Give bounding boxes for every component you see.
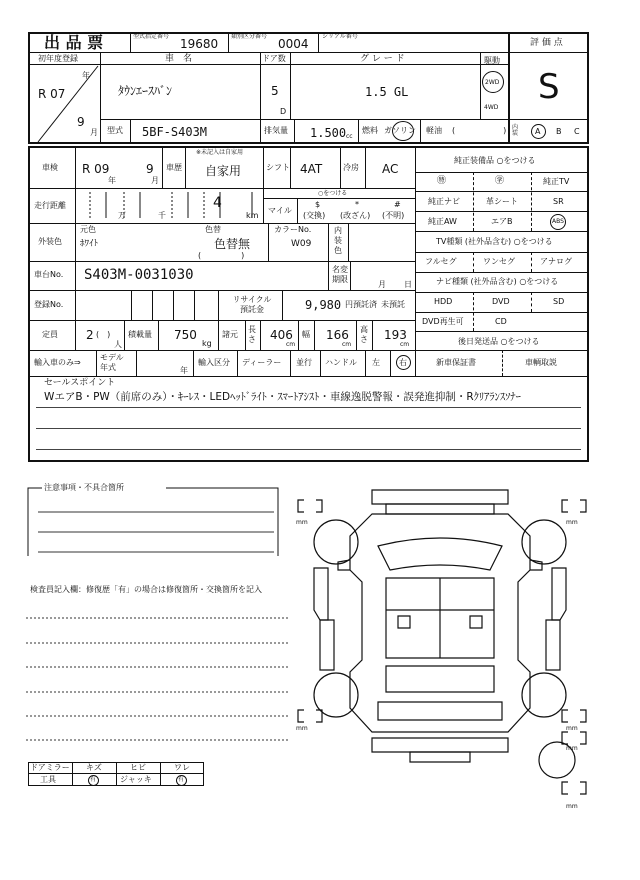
delivery-warranty: 新車保証書 xyxy=(436,358,476,367)
mileage-digit-boxes xyxy=(76,188,266,223)
divider xyxy=(28,223,415,224)
divider xyxy=(160,762,161,786)
capacity-persons-unit: 人 xyxy=(114,340,122,349)
grade-value: 1.5 GL xyxy=(365,85,409,99)
sales-point-label: セールスポイント xyxy=(44,378,116,388)
import-category-label: 輸入区分 xyxy=(198,358,230,367)
equip-cd: CD xyxy=(495,317,507,326)
divider xyxy=(365,146,366,188)
type-cert-value: 19680 xyxy=(180,37,219,51)
drive-label: 駆動 xyxy=(484,56,500,65)
import-parallel: 並行 xyxy=(296,358,312,367)
wid-value: 166 xyxy=(326,328,349,342)
divider xyxy=(237,350,238,376)
divider xyxy=(415,211,589,212)
tv-one: ワンセグ xyxy=(483,257,515,266)
divider xyxy=(365,350,366,376)
first-reg-label: 初年度登録 xyxy=(38,54,78,63)
serial-label: シリアル番号 xyxy=(322,33,358,40)
drive-2wd: 2WD xyxy=(485,79,500,86)
mm-label-rl: mm xyxy=(296,725,308,732)
form-title: 出 品 票 xyxy=(44,33,104,52)
type-label: 型式 xyxy=(107,126,123,135)
divider xyxy=(415,331,589,332)
usage-value: 自家用 xyxy=(205,164,242,178)
divider xyxy=(290,146,291,188)
ruled-line xyxy=(36,449,581,450)
divider xyxy=(480,52,481,119)
divider xyxy=(328,261,329,290)
len-value: 406 xyxy=(270,328,293,342)
first-reg-month-unit: 月 xyxy=(90,128,98,137)
divider xyxy=(28,52,589,53)
name-change-month: 月 xyxy=(378,280,386,289)
fuel-gas: ガソリン xyxy=(384,126,416,135)
divider xyxy=(28,376,589,377)
divider xyxy=(356,320,357,350)
mileage-sen: 千 xyxy=(158,211,166,220)
nav-hdd: HDD xyxy=(434,297,453,306)
divider xyxy=(348,223,349,261)
divider xyxy=(531,292,532,312)
mileage-opt2: (改ざん) xyxy=(340,211,371,220)
handle-left: 左 xyxy=(372,358,380,367)
equip-row2-b: 革シート xyxy=(486,197,518,206)
car-name-value: ﾀｳﾝｴｰｽﾊﾞﾝ xyxy=(118,84,173,98)
equip-row2-a: 純正ナビ xyxy=(428,197,460,206)
mileage-label: 走行距離 xyxy=(34,201,66,210)
usage-note: ※未記入は自家用 xyxy=(196,149,244,156)
divider xyxy=(152,290,153,320)
tv-analog: アナログ xyxy=(540,257,572,266)
divider xyxy=(415,191,589,192)
name-change-label: 名変期限 xyxy=(332,265,348,284)
type-cert-label: 型式指定番号 xyxy=(133,33,170,40)
first-reg-year: R 07 xyxy=(38,87,66,101)
interior-grade-a: A xyxy=(535,127,541,136)
category-value: 0004 xyxy=(278,37,309,51)
mm-label-fl: mm xyxy=(296,519,308,526)
mm-label-fr: mm xyxy=(566,519,578,526)
type-value: 5BF-S403M xyxy=(142,125,208,139)
notes-label: 注意事項・不具合箇所 xyxy=(44,483,124,492)
first-reg-year-unit: 年 xyxy=(82,71,90,80)
equip-row3-b: エアB xyxy=(491,217,513,226)
acc-jack: ジャッキ xyxy=(120,775,152,784)
color-interior-label: 内装色 xyxy=(334,226,342,255)
divider xyxy=(245,320,246,350)
nav-header: ナビ種類 (社外品含む) ○をつける xyxy=(436,277,559,286)
divider xyxy=(28,350,589,351)
acc-tools: 工具 xyxy=(40,775,56,784)
recycle-value: 9,980 xyxy=(305,298,342,312)
fuel-bracket: ( ) xyxy=(452,126,507,135)
mileage-opt2-sym: * xyxy=(355,200,359,209)
acc-header-mirror: ドアミラー xyxy=(30,763,70,772)
import-dealer: ディーラー xyxy=(242,358,282,367)
divider xyxy=(473,252,474,272)
divider xyxy=(136,350,137,376)
divider xyxy=(260,320,261,350)
divider xyxy=(415,172,589,173)
door-code: D xyxy=(280,107,287,116)
door-label: ドア数 xyxy=(262,54,286,63)
mileage-man: 万 xyxy=(118,211,126,220)
divider xyxy=(130,32,131,52)
divider xyxy=(415,292,589,293)
hgt-label: 高さ xyxy=(360,325,368,344)
divider xyxy=(282,290,283,320)
divider xyxy=(473,292,474,331)
color-original-value: ﾎﾜｲﾄ xyxy=(80,239,99,249)
divider xyxy=(124,320,125,350)
inspection-label: 車検 xyxy=(42,163,58,172)
acc-tools-value: 有 xyxy=(90,776,97,783)
equip-row1-c: 純正TV xyxy=(543,177,570,186)
divider xyxy=(268,223,269,261)
load-unit: kg xyxy=(202,339,212,348)
capacity-label: 定員 xyxy=(42,330,58,339)
capacity-persons-paren: ( ) xyxy=(96,330,111,339)
rating-value: S xyxy=(538,67,560,107)
tv-full: フルセグ xyxy=(425,257,457,266)
inspector-lines xyxy=(26,610,290,742)
delivery-manual: 車輌取説 xyxy=(525,358,557,367)
divider xyxy=(173,290,174,320)
divider xyxy=(185,146,186,188)
divider xyxy=(473,172,474,231)
equip-row1-b: ㊫ xyxy=(495,176,505,186)
divider xyxy=(415,312,589,313)
mileage-value: 4 xyxy=(213,195,222,211)
interior-grade-b: B xyxy=(556,127,562,136)
ac-value: AC xyxy=(382,162,399,176)
acc-header-break: ワレ xyxy=(174,763,190,772)
equipment-header: 純正装備品 ○をつける xyxy=(454,156,536,165)
divider xyxy=(415,231,589,232)
usage-label: 車歴 xyxy=(166,163,182,172)
handle-label: ハンドル xyxy=(325,358,357,367)
divider xyxy=(350,261,351,290)
dvd-playback-label: DVD再生可 xyxy=(422,317,464,326)
interior-label: 内装 xyxy=(512,124,519,137)
inspection-month: 9 xyxy=(146,162,154,176)
equip-row3-a: 純正AW xyxy=(428,217,457,226)
notes-bracket xyxy=(26,483,296,558)
divider xyxy=(502,350,503,376)
name-change-day: 日 xyxy=(404,280,412,289)
capacity-persons: 2 xyxy=(86,328,94,342)
divider xyxy=(194,290,195,320)
inspection-year: R 09 xyxy=(82,162,110,176)
divider xyxy=(290,52,291,119)
fuel-diesel: 軽油 xyxy=(426,126,442,135)
divider xyxy=(131,290,132,320)
mileage-opt1: (交換) xyxy=(303,211,326,220)
divider xyxy=(318,32,319,52)
category-label: 類別区分番号 xyxy=(231,33,268,40)
divider xyxy=(297,198,298,223)
acc-header-crack: ヒビ xyxy=(130,763,146,772)
divider xyxy=(100,119,589,120)
delivery-header: 後日発送品 ○をつける xyxy=(458,337,540,346)
ruled-line xyxy=(36,428,581,429)
wid-label: 幅 xyxy=(302,330,310,339)
drive-4wd: 4WD xyxy=(484,104,499,111)
mm-label-spare: mm xyxy=(566,745,578,752)
divider xyxy=(328,223,329,261)
wid-unit: cm xyxy=(342,341,352,348)
mileage-opt3: (不明) xyxy=(382,211,405,220)
chassis-label: 車台No. xyxy=(34,270,64,279)
divider xyxy=(531,172,532,231)
nav-sd: SD xyxy=(553,297,565,306)
car-name-label: 車 名 xyxy=(165,54,193,64)
handle-right: 右 xyxy=(399,358,407,367)
divider xyxy=(415,272,589,273)
rating-label: 評 価 点 xyxy=(530,38,563,48)
color-original-label: 元色 xyxy=(80,225,96,234)
divider xyxy=(116,762,117,786)
grade-label: グ レ ー ド xyxy=(360,54,405,64)
divider xyxy=(260,52,261,144)
divider xyxy=(420,119,421,144)
divider xyxy=(531,252,532,272)
mm-label-spare2: mm xyxy=(566,803,578,810)
divider xyxy=(263,188,264,223)
displacement-unit: cc xyxy=(346,133,353,140)
equip-row2-c: SR xyxy=(553,197,564,206)
divider xyxy=(218,320,219,350)
mileage-circle-note: ○をつける xyxy=(318,190,348,197)
model-year-label: モデル年式 xyxy=(100,353,124,372)
divider xyxy=(340,146,341,188)
divider xyxy=(415,252,589,253)
divider xyxy=(75,146,76,350)
hgt-value: 193 xyxy=(384,328,407,342)
inspector-label: 検査員記入欄：修復歴「有」の場合は修復箇所・交換箇所を記入 xyxy=(30,585,262,594)
len-unit: cm xyxy=(286,341,296,348)
fuel-label: 燃料 xyxy=(362,126,378,135)
interior-grade-c: C xyxy=(574,127,580,136)
divider xyxy=(28,261,415,262)
divider xyxy=(72,762,73,786)
equip-row1-a: ㊕ xyxy=(437,176,447,186)
chassis-value: S403M-0031030 xyxy=(84,267,194,283)
divider xyxy=(158,320,159,350)
divider xyxy=(193,350,194,376)
divider xyxy=(263,198,415,199)
divider xyxy=(294,119,295,144)
mm-label-rr: mm xyxy=(566,725,578,732)
recycle-label: リサイクル預託金 xyxy=(232,295,272,314)
divider xyxy=(100,52,101,144)
len-label: 長さ xyxy=(248,325,256,344)
color-current-label: 色替 xyxy=(205,225,221,234)
ruled-line xyxy=(36,407,581,408)
divider xyxy=(298,320,299,350)
recycle-unpaid: 未預託 xyxy=(381,300,405,309)
divider xyxy=(130,119,131,144)
registration-label: 登録No. xyxy=(34,300,64,309)
divider xyxy=(390,350,391,376)
model-year-unit: 年 xyxy=(180,366,188,375)
divider xyxy=(508,32,510,144)
equip-row3-c: ABS xyxy=(552,218,564,225)
nav-dvd: DVD xyxy=(492,297,510,306)
divider xyxy=(162,146,163,188)
divider xyxy=(290,350,291,376)
mileage-unit: km xyxy=(246,211,259,220)
color-paren: ( ) xyxy=(198,251,245,260)
divider xyxy=(263,146,264,188)
import-label: 輸入車のみ⇒ xyxy=(34,358,81,367)
divider xyxy=(28,290,415,291)
divider xyxy=(218,290,219,320)
divider xyxy=(228,32,229,52)
mileage-opt3-sym: # xyxy=(394,200,401,209)
ac-label: 冷房 xyxy=(343,163,359,172)
acc-jack-value: 有 xyxy=(178,776,185,783)
color-code-label: カラーNo. xyxy=(274,225,312,234)
divider xyxy=(415,146,416,376)
color-label: 外装色 xyxy=(38,237,62,246)
acc-header-scratch: キズ xyxy=(86,763,102,772)
door-value: 5 xyxy=(271,84,279,98)
dims-label: 諸元 xyxy=(222,330,238,339)
tv-header: TV種類 (社外品含む) ○をつける xyxy=(436,237,553,246)
mileage-opt1-sym: $ xyxy=(315,200,321,209)
load-value: 750 xyxy=(174,328,197,342)
shift-label: シフト xyxy=(266,163,290,172)
divider xyxy=(320,350,321,376)
displacement-value: 1.500 xyxy=(310,126,347,140)
hgt-unit: cm xyxy=(400,341,410,348)
shift-value: 4AT xyxy=(300,162,323,176)
divider xyxy=(358,119,359,144)
displacement-label: 排気量 xyxy=(264,126,288,135)
color-code-value: W09 xyxy=(291,239,312,249)
divider xyxy=(372,320,373,350)
first-reg-month: 9 xyxy=(77,115,85,129)
inspection-month-unit: 月 xyxy=(151,176,159,185)
inspection-year-unit: 年 xyxy=(108,176,116,185)
mileage-mile-label: マイル xyxy=(268,206,292,215)
divider xyxy=(96,350,97,376)
color-current-value: 色替無 xyxy=(214,237,251,251)
sales-point-text: WエアB・PW（前席のみ）・ｷｰﾚｽ・LEDﾍｯﾄﾞﾗｲﾄ・ｽﾏｰﾄｱｼｽﾄ・車線逸脱警報・誤発進抑制・Rｸﾘｱﾗﾝｽｿﾅｰ xyxy=(44,391,521,403)
load-label: 積載量 xyxy=(128,330,152,339)
divider xyxy=(314,320,315,350)
recycle-unit: 円預託済 xyxy=(345,300,377,309)
